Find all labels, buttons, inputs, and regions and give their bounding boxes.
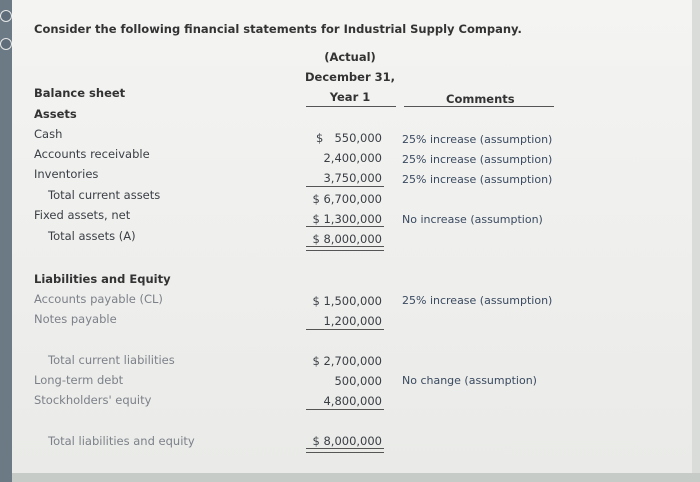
balance-sheet-panel [12,0,692,473]
long-term-debt-comment: No change (assumption) [402,374,537,387]
column-header-date: December 31, [304,70,396,84]
long-term-debt-label: Long-term debt [34,373,124,387]
balance-sheet-title: Balance sheet [34,86,126,100]
total-double-rule [306,246,384,251]
liabilities-equity-title: Liabilities and Equity [34,272,171,286]
total-current-liabilities-label: Total current liabilities [48,353,175,367]
column-header-year: Year 1 [329,90,371,104]
accounts-payable-label: Accounts payable (CL) [34,292,163,306]
accounts-payable-value: $ 1,500,000 [312,294,382,308]
total-assets-value: $ 8,000,000 [312,232,382,246]
column-header-actual: (Actual) [324,50,376,64]
question-text: Consider the following financial statements for Industrial Supply Company. [34,22,522,36]
accounts-receivable-comment: 25% increase (assumption) [402,153,553,166]
accounts-payable-comment: 25% increase (assumption) [402,294,553,307]
cash-comment: 25% increase (assumption) [402,133,553,146]
circle-icon[interactable] [0,38,12,50]
total-current-assets-label: Total current assets [48,188,161,202]
accounts-receivable-label: Accounts receivable [34,147,150,161]
total-current-assets-value: $ 6,700,000 [312,192,382,206]
inventories-label: Inventories [34,167,99,181]
header-rule [306,106,396,107]
long-term-debt-value: 500,000 [334,374,382,388]
cash-dollar-sign: $ [316,131,324,145]
total-liabilities-equity-label: Total liabilities and equity [48,434,195,448]
cash-label: Cash [34,127,63,141]
total-liabilities-equity-value: $ 8,000,000 [312,434,382,448]
inventories-value: 3,750,000 [323,171,382,185]
assets-title: Assets [34,107,77,121]
fixed-assets-comment: No increase (assumption) [402,213,543,226]
cash-value: 550,000 [334,131,382,145]
circle-icon[interactable] [0,10,12,22]
fixed-assets-value: $ 1,300,000 [312,212,382,226]
comments-header: Comments [446,92,515,106]
subtotal-rule [306,186,384,187]
subtotal-rule [306,409,384,410]
stockholders-equity-label: Stockholders' equity [34,393,152,407]
total-current-liabilities-value: $ 2,700,000 [312,354,382,368]
notes-payable-label: Notes payable [34,312,117,326]
bottom-edge [12,473,700,482]
inventories-comment: 25% increase (assumption) [402,173,553,186]
comments-rule [404,106,554,107]
notes-payable-value: 1,200,000 [323,314,382,328]
subtotal-rule [306,329,384,330]
subtotal-rule [306,226,384,227]
stockholders-equity-value: 4,800,000 [323,394,382,408]
total-double-rule [306,448,384,453]
total-assets-label: Total assets (A) [48,229,136,243]
accounts-receivable-value: 2,400,000 [323,151,382,165]
fixed-assets-label: Fixed assets, net [34,208,131,222]
left-sidebar [0,0,12,482]
